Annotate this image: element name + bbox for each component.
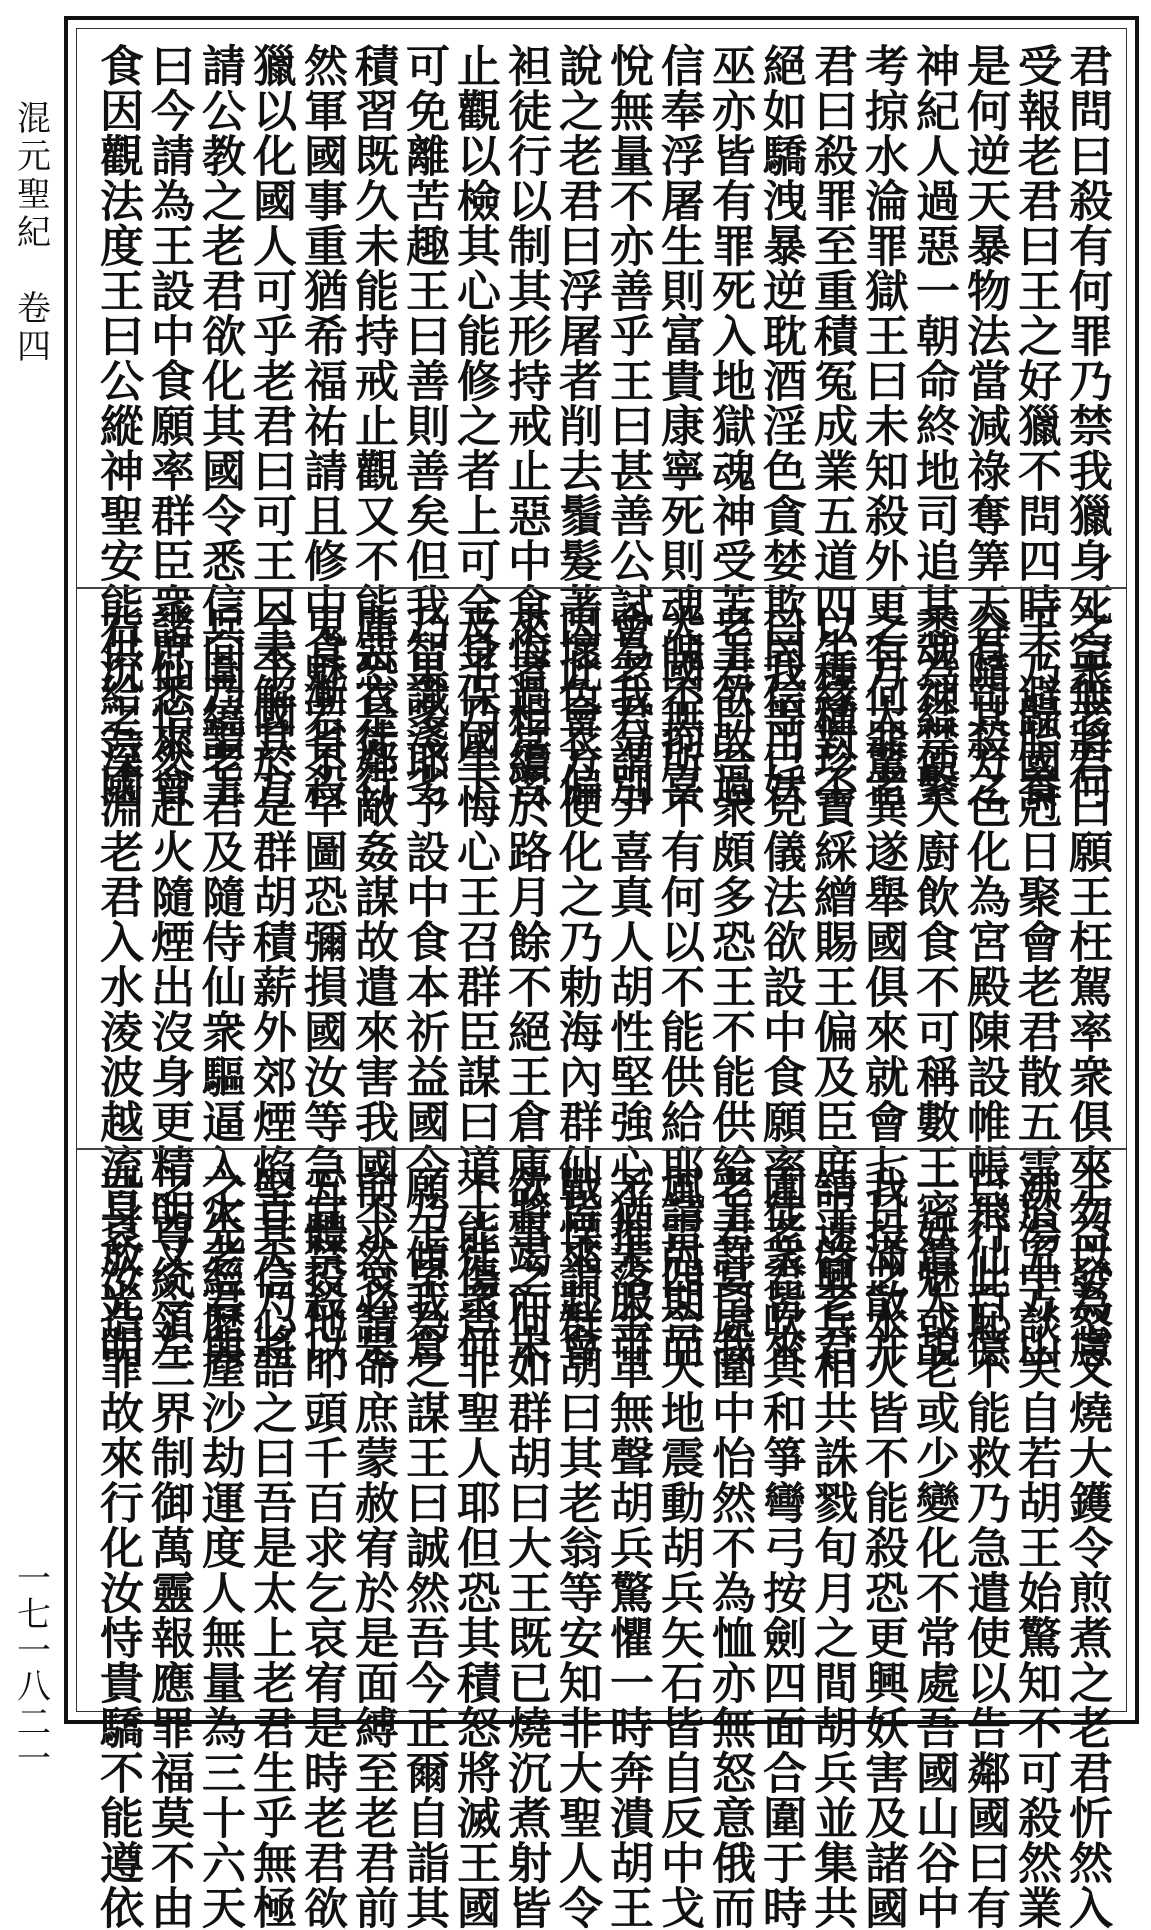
book-title: 混元聖紀 卷四 bbox=[10, 100, 51, 366]
text-column: 全予國於是群胡積薪外郊煙焰亘天乃將 bbox=[245, 604, 296, 1369]
text-column: 來者相續於路月餘不絕王倉庫將竭而未 bbox=[500, 604, 551, 1369]
text-column: 欲事之何如群胡曰大王既已燒沉煮射皆 bbox=[500, 1165, 551, 1930]
page-number: 一七一八二一 bbox=[10, 1560, 51, 1776]
text-column: 積習既久未能持戒止觀又不能惡衣徒行 bbox=[347, 43, 398, 808]
text-column: 可免離苦趣王曰善則善矣但我智識淺劣 bbox=[398, 43, 449, 808]
text-column: 君曰殺罪至重積冤成業五道四生緣對不 bbox=[806, 43, 857, 808]
text-column: 考掠水淪罪獄王曰未知殺外更有何罪老 bbox=[857, 43, 908, 808]
text-column: 風雷四合天地震動胡兵矢石皆自反中戈 bbox=[653, 1165, 704, 1930]
text-column: 然軍國事重猶希福祐請且修中食漸省殺 bbox=[296, 43, 347, 808]
page-frame bbox=[64, 16, 1139, 1930]
text-column: 曰今請為王設中食願率群臣衆庶悉來會 bbox=[143, 43, 194, 808]
text-column: 神紀人過惡一朝命終地司追其魂神禁繫 bbox=[908, 43, 959, 808]
text-column: 吾哀汝造罪故來行化汝恃貴驕不能遵依 bbox=[92, 1165, 143, 1930]
text-column: 老君曰吾衆頗多恐王不能供給王許曰我 bbox=[704, 604, 755, 1369]
text-columns bbox=[92, 1165, 1112, 1930]
page-number-wrap bbox=[6, 1560, 56, 1776]
text-column: 悅無量不亦善乎王曰甚善公試為我分別 bbox=[602, 43, 653, 808]
text-column: 袒徒行以制其形持戒止惡中食悔過常習 bbox=[500, 43, 551, 808]
text-column: 信奉浮屠生則富貴康寧死則魂魄不拘喜 bbox=[653, 43, 704, 808]
text-column: 之尊統領三界制御萬靈報應罪福莫不由 bbox=[143, 1165, 194, 1930]
text-column: 之先經歷塵沙劫運度人無量為三十六天 bbox=[194, 1165, 245, 1930]
text-panel-top bbox=[77, 29, 1126, 808]
text-column: 前求哀請命庶蒙赦宥於是面縛至老君前 bbox=[347, 1165, 398, 1930]
text-columns bbox=[92, 43, 1112, 808]
text-column: 願王早為之謀王曰誠然吾今正爾自詣其 bbox=[398, 1165, 449, 1930]
text-column: 庫恐是鄰敵姦謀故遣來害我國不然必是 bbox=[347, 604, 398, 1369]
text-column: 曰我等已見儀法欲設中食願率徒衆皆來 bbox=[755, 604, 806, 1369]
text-column: 右沉之深淵老君入水淩波越流身放光明 bbox=[92, 604, 143, 1369]
text-column: 老君宴處圍中怡然不為恤亦無怒意俄而 bbox=[704, 1165, 755, 1930]
text-column: 大國無所不有何以不能供給耶請尅期而 bbox=[653, 604, 704, 1369]
text-column: 戰慄謂群胡曰其老翁等安知非大聖人令 bbox=[551, 1165, 602, 1930]
text-column: 請速興兵相共誅戮旬月之間胡兵並集共 bbox=[806, 1165, 857, 1930]
text-column: 止觀以檢其心能修之者上可全身保國下 bbox=[449, 43, 500, 808]
text-column: 及半乃生悔心王召群臣謀曰道士徒衆何 bbox=[449, 604, 500, 1369]
text-panel-bottom bbox=[77, 1151, 1126, 1930]
text-column: 兵圍繞老君及隨侍仙衆驅逼入火老君與 bbox=[194, 604, 245, 1369]
text-column: 食因觀法度王曰公縱神聖安能供給吾國 bbox=[92, 43, 143, 808]
text-column: 圍老君吹具和箏彎弓按劍四面合圍于時 bbox=[755, 1165, 806, 1930]
text-column: 是何逆天暴物法當減祿奪筭天有司殺之 bbox=[959, 43, 1010, 808]
text-column: 獵以化國人可乎老君曰可王曰未解其方 bbox=[245, 43, 296, 808]
text-panel-middle bbox=[77, 590, 1126, 1369]
text-column: 以種種珍寶綵繒賜王偏及臣庶王啓老君 bbox=[806, 604, 857, 1369]
text-column: 悉為給使天廚飲食不可稱數王密遣人覘 bbox=[908, 604, 959, 1369]
text-column: 已行此恥不能救乃急遣使以告鄰國曰有 bbox=[959, 1165, 1010, 1930]
text-column: 受報老君曰王之好獵不問四時不避胎養 bbox=[1010, 43, 1061, 808]
panel-divider bbox=[77, 587, 1126, 589]
page-frame-inner bbox=[76, 28, 1127, 1930]
text-column: 因此會方便化之乃勅海內群仙皆來赴會 bbox=[551, 604, 602, 1369]
text-column: 巫亦皆有罪死入地獄魂神受苦王欲改過 bbox=[704, 43, 755, 808]
text-columns bbox=[92, 604, 1112, 1369]
text-column: 王乃歸國尅日聚會老君散五雲於五方山 bbox=[1010, 604, 1061, 1369]
text-column: 請公教之老君欲化其國令悉信向乃謂王 bbox=[194, 43, 245, 808]
text-column: 五體投地叩頭千百求乞哀宥是時老君欲 bbox=[296, 1165, 347, 1930]
text-column: 之方大驚異遂舉國俱來就會七日滿散并 bbox=[857, 604, 908, 1369]
text-column: 君問曰殺有何罪乃禁我獵身死空無將何 bbox=[1061, 43, 1112, 808]
text-column: 不能傷豈非聖人耶但恐其積怒將滅王國 bbox=[449, 1165, 500, 1930]
text-column: 我投之水火皆不能殺恐更興妖害及諸國 bbox=[857, 1165, 908, 1930]
text-column: 王益發怒又燒大鑊令煎煮之老君忻然入 bbox=[1061, 1165, 1112, 1930]
text-column: 矛摧落金革無聲胡兵驚懼一時奔潰胡王 bbox=[602, 1165, 653, 1930]
text-column: 乃果多耶予設中食本祈益國今乃傾我倉 bbox=[398, 604, 449, 1369]
text-column: 鬼魅若不早圖恐彌損國汝等急宜禁殺以 bbox=[296, 604, 347, 1369]
text-column: 沸湯中談笑自若胡王始驚知不可殺然業 bbox=[1010, 1165, 1061, 1930]
text-column: 之衆老君曰願王枉駕率衆俱來勿以為慮 bbox=[1061, 604, 1112, 1369]
text-column: 諸仙怡然赴火隨煙出沒身更精明又令左 bbox=[143, 604, 194, 1369]
text-column: 堅其信心語之曰吾是太上老君生乎無極 bbox=[245, 1165, 296, 1930]
text-column: 谷隨其方色化為宮殿陳設帷帳飛仙百億 bbox=[959, 604, 1010, 1369]
text-column: 會老君謂尹喜真人胡性堅強心猶未服可 bbox=[602, 604, 653, 1369]
text-column: 一妖魅或老或少變化不常處吾國山谷中 bbox=[908, 1165, 959, 1930]
text-column: 絕如驕洩暴逆耽酒淫色貪婪欺罔信用妖 bbox=[755, 43, 806, 808]
panel-divider bbox=[77, 1148, 1126, 1150]
sidebar bbox=[6, 100, 56, 366]
text-column: 說之老君曰浮屠者削去鬚髮著壞色衣偏 bbox=[551, 43, 602, 808]
